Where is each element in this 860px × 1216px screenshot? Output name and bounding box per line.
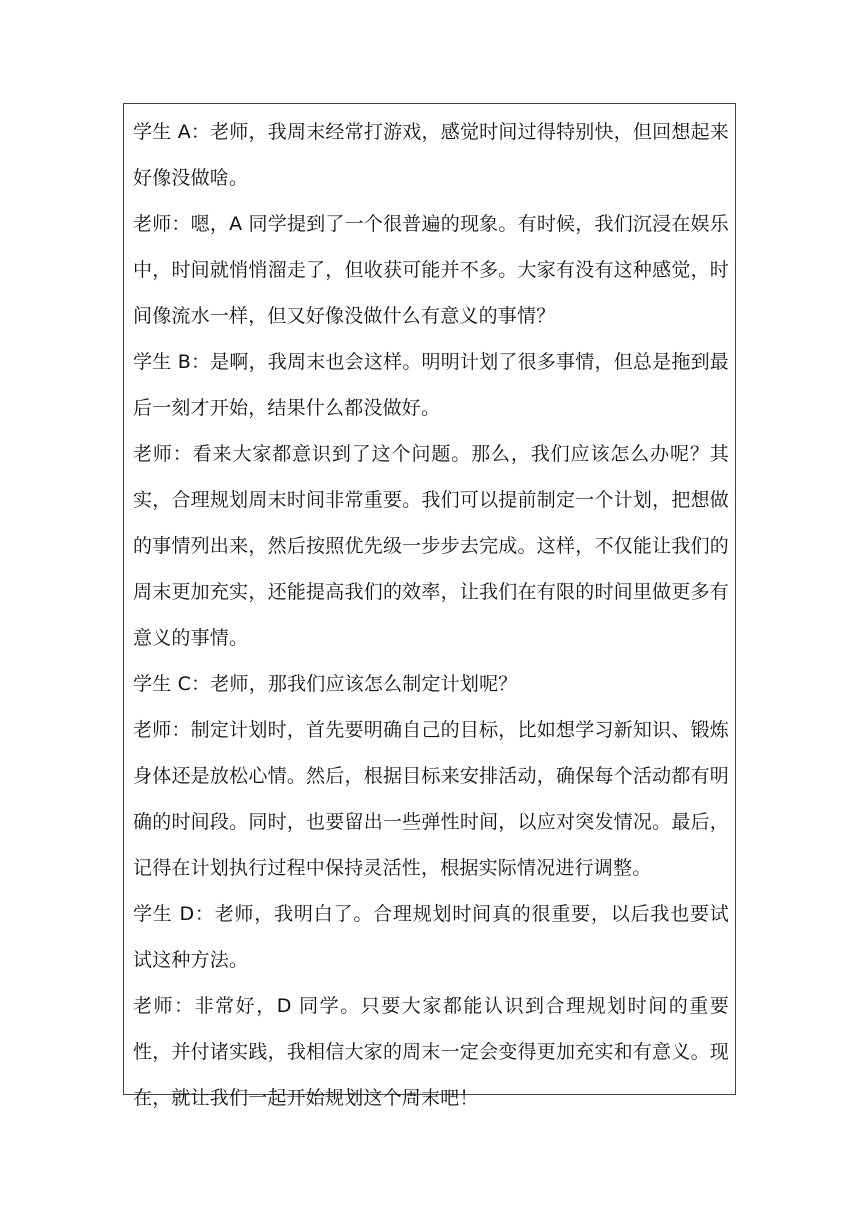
- dialogue-paragraph-student-d: 学生 D：老师，我明白了。合理规划时间真的很重要，以后我也要试试这种方法。: [133, 903, 729, 971]
- dialogue-paragraph-teacher-3: 老师：制定计划时，首先要明确自己的目标，比如想学习新知识、锻炼身体还是放松心情。然后，根据目标来安排活动，确保每个活动都有明确的时间段。同时，也要留出一些弹性时间，以应对突发情况。最后，记得在计划执行过程中保持灵活性，根据实际情况进行调整。: [133, 719, 729, 879]
- dialogue-paragraph-teacher-4: 老师：非常好，D 同学。只要大家都能认识到合理规划时间的重要性，并付诸实践，我相信大家的周末一定会变得更加充实和有意义。现在，就让我们一起开始规划这个周末吧！: [133, 995, 729, 1109]
- dialogue-paragraph-student-a: 学生 A：老师，我周末经常打游戏，感觉时间过得特别快，但回想起来好像没做啥。: [133, 121, 729, 189]
- dialogue-paragraph-student-b: 学生 B：是啊，我周末也会这样。明明计划了很多事情，但总是拖到最后一刻才开始，结果什么都没做好。: [133, 351, 729, 419]
- dialogue-paragraph-teacher-2: 老师：看来大家都意识到了这个问题。那么，我们应该怎么办呢？其实，合理规划周末时间非常重要。我们可以提前制定一个计划，把想做的事情列出来，然后按照优先级一步步去完成。这样，不仅能让我们的周末更加充实，还能提高我们的效率，让我们在有限的时间里做更多有意义的事情。: [133, 443, 729, 649]
- dialogue-table-cell: [123, 103, 736, 1109]
- dialogue-paragraph-teacher-1: 老师：嗯，A 同学提到了一个很普遍的现象。有时候，我们沉浸在娱乐中，时间就悄悄溜走了，但收获可能并不多。大家有没有这种感觉，时间像流水一样，但又好像没做什么有意义的事情？: [133, 213, 729, 327]
- dialogue-paragraph-student-c: 学生 C：老师，那我们应该怎么制定计划呢？: [133, 673, 518, 695]
